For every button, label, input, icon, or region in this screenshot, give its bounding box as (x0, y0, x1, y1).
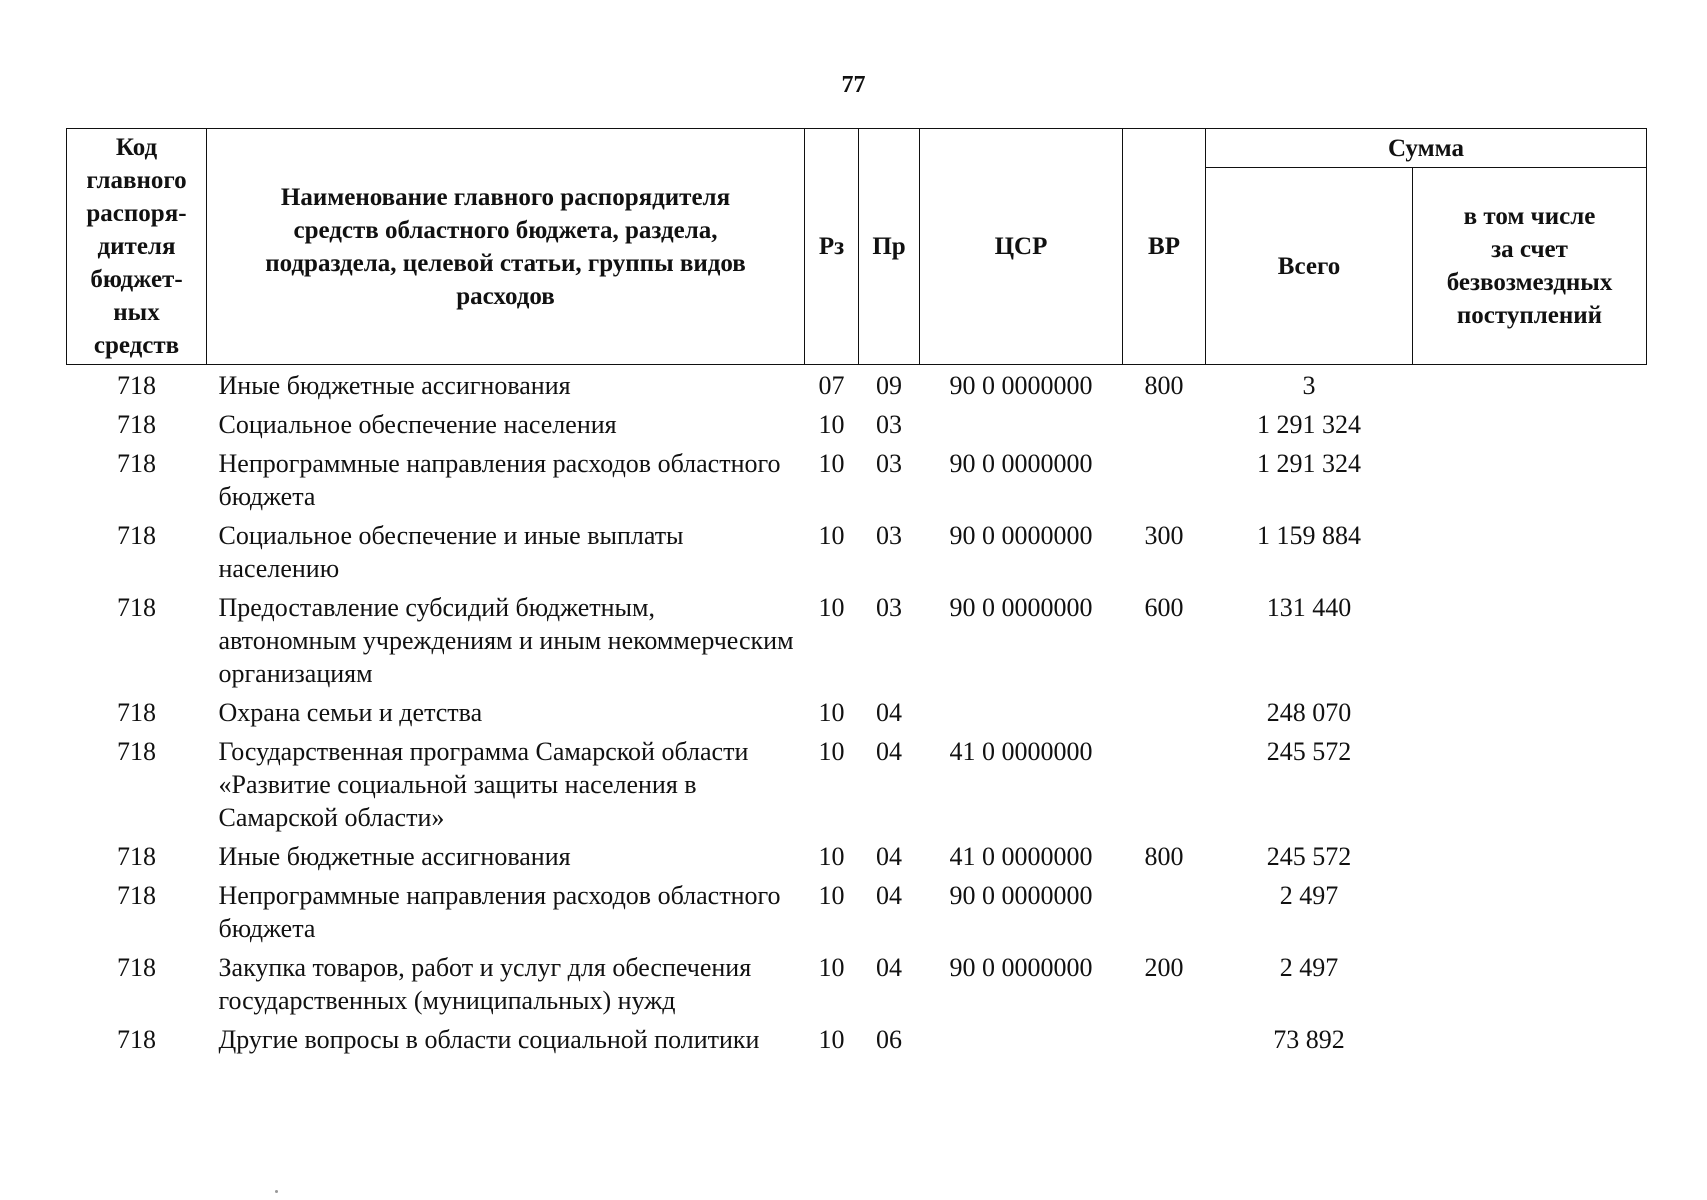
cell-pr: 03 (876, 593, 902, 622)
cell-rz: 10 (818, 1025, 845, 1054)
table-row (67, 836, 1647, 875)
cell-incl (1413, 875, 1647, 947)
cell-csr: 90 0 0000000 (949, 521, 1093, 550)
cell-incl (1413, 443, 1647, 515)
cell-name: Закупка товаров, работ и услуг для обеспечения государственных (муниципальных) нужд (218, 953, 752, 1015)
cell-pr: 03 (876, 410, 902, 439)
cell-csr: 90 0 0000000 (949, 371, 1093, 400)
cell-name: Предоставление субсидий бюджетным, автономным учреждениям и иным некоммерческим организациям (218, 593, 794, 688)
budget-table (66, 128, 1647, 1058)
cell-code: 718 (117, 521, 156, 550)
table-row (67, 587, 1647, 692)
cell-pr: 03 (876, 449, 902, 478)
cell-pr: 04 (876, 737, 902, 766)
cell-incl (1413, 587, 1647, 692)
cell-total: 248 070 (1266, 698, 1352, 727)
cell-vr: 200 (1144, 953, 1184, 982)
table-body (67, 365, 1647, 1059)
cell-vr (1123, 692, 1206, 731)
cell-code: 718 (117, 371, 156, 400)
cell-name: Иные бюджетные ассигнования (218, 842, 571, 871)
table-row (67, 404, 1647, 443)
cell-total: 2 497 (1279, 881, 1339, 910)
cell-total: 1 291 324 (1257, 410, 1361, 439)
cell-vr: 800 (1144, 842, 1184, 871)
header-name: Наименование главного распорядителя средств областного бюджета, раздела, подраздела, целевой статьи, группы видов расходов (207, 129, 805, 365)
cell-name: Охрана семьи и детства (218, 698, 483, 727)
header-pr: Пр (859, 129, 920, 365)
cell-total: 245 572 (1266, 737, 1352, 766)
cell-incl (1413, 692, 1647, 731)
cell-csr (920, 692, 1123, 731)
scan-speck (275, 1190, 278, 1193)
cell-vr: 300 (1144, 521, 1184, 550)
cell-csr: 41 0 0000000 (949, 737, 1093, 766)
table-row (67, 1019, 1647, 1058)
cell-incl (1413, 515, 1647, 587)
cell-pr: 04 (876, 881, 902, 910)
cell-code: 718 (117, 593, 156, 622)
cell-rz: 07 (818, 371, 845, 400)
cell-name: Иные бюджетные ассигнования (218, 371, 571, 400)
header-total: Всего (1206, 168, 1413, 365)
header-sum: Сумма (1206, 129, 1647, 168)
cell-name: Социальное обеспечение и иные выплаты населению (218, 521, 684, 583)
cell-pr: 04 (876, 842, 902, 871)
cell-vr: 600 (1144, 593, 1184, 622)
cell-csr: 90 0 0000000 (949, 593, 1093, 622)
cell-incl (1413, 1019, 1647, 1058)
cell-total: 245 572 (1266, 842, 1352, 871)
header-incl: в том числе за счет безвозмездных поступлений (1413, 168, 1647, 365)
cell-pr: 09 (876, 371, 902, 400)
cell-vr (1123, 875, 1206, 947)
cell-code: 718 (117, 842, 156, 871)
table-row (67, 365, 1647, 405)
cell-code: 718 (117, 449, 156, 478)
cell-name: Социальное обеспечение населения (218, 410, 617, 439)
cell-pr: 06 (876, 1025, 902, 1054)
table-row (67, 947, 1647, 1019)
cell-name: Непрограммные направления расходов областного бюджета (218, 449, 781, 511)
header-rz: Рз (805, 129, 859, 365)
header-code: Код главного распоря- дителя бюджет- ных средств (67, 129, 207, 365)
table-row (67, 515, 1647, 587)
cell-code: 718 (117, 1025, 156, 1054)
table-row (67, 731, 1647, 836)
cell-total: 1 159 884 (1257, 521, 1361, 550)
cell-rz: 10 (818, 521, 845, 550)
header-vr: ВР (1123, 129, 1206, 365)
cell-rz: 10 (818, 842, 845, 871)
cell-total: 131 440 (1266, 593, 1352, 622)
cell-incl (1413, 836, 1647, 875)
table-row (67, 692, 1647, 731)
cell-rz: 10 (818, 449, 845, 478)
cell-incl (1413, 731, 1647, 836)
cell-name: Государственная программа Самарской области «Развитие социальной защиты населения в Самарской области» (218, 737, 749, 832)
cell-vr (1123, 1019, 1206, 1058)
cell-vr (1123, 731, 1206, 836)
cell-pr: 03 (876, 521, 902, 550)
cell-rz: 10 (818, 593, 845, 622)
cell-rz: 10 (818, 698, 845, 727)
header-csr: ЦСР (920, 129, 1123, 365)
cell-incl (1413, 947, 1647, 1019)
cell-rz: 10 (818, 737, 845, 766)
cell-vr: 800 (1144, 371, 1184, 400)
cell-total: 3 (1302, 371, 1316, 400)
cell-rz: 10 (818, 410, 845, 439)
cell-incl (1413, 404, 1647, 443)
cell-code: 718 (117, 410, 156, 439)
cell-pr: 04 (876, 953, 902, 982)
cell-rz: 10 (818, 953, 845, 982)
cell-name: Непрограммные направления расходов областного бюджета (218, 881, 781, 943)
cell-code: 718 (117, 953, 156, 982)
cell-name: Другие вопросы в области социальной политики (218, 1025, 760, 1054)
cell-code: 718 (117, 881, 156, 910)
cell-code: 718 (117, 698, 156, 727)
cell-csr: 90 0 0000000 (949, 449, 1093, 478)
cell-csr: 90 0 0000000 (949, 881, 1093, 910)
page-number: 77 (841, 72, 866, 98)
cell-total: 73 892 (1273, 1025, 1345, 1054)
cell-vr (1123, 404, 1206, 443)
cell-pr: 04 (876, 698, 902, 727)
table-header (67, 129, 1647, 365)
table-row (67, 443, 1647, 515)
table-row (67, 875, 1647, 947)
cell-vr (1123, 443, 1206, 515)
cell-csr (920, 1019, 1123, 1058)
cell-total: 2 497 (1279, 953, 1339, 982)
cell-csr: 90 0 0000000 (949, 953, 1093, 982)
cell-csr: 41 0 0000000 (949, 842, 1093, 871)
cell-incl (1413, 365, 1647, 405)
cell-rz: 10 (818, 881, 845, 910)
cell-code: 718 (117, 737, 156, 766)
cell-total: 1 291 324 (1257, 449, 1361, 478)
cell-csr (920, 404, 1123, 443)
